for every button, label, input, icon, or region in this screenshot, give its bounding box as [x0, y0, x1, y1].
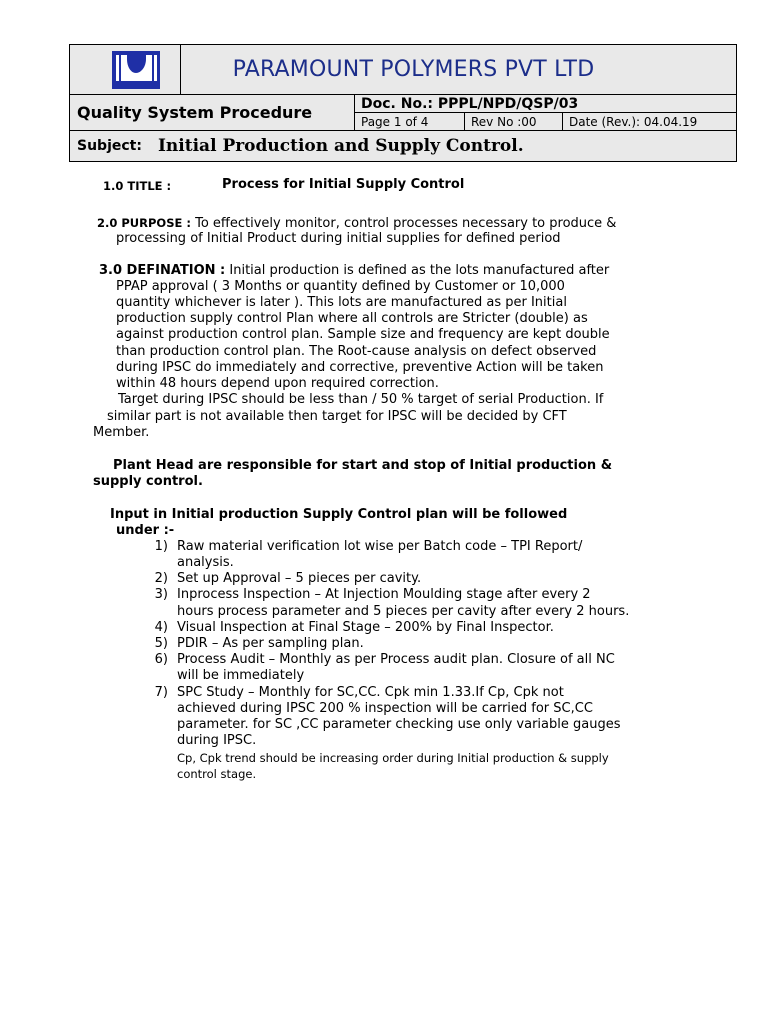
revision-number: Rev No :00: [465, 113, 563, 131]
plant-head-line-1: Plant Head are responsible for start and stop of Initial production &: [113, 458, 613, 473]
title-section: [103, 178, 171, 195]
title-text: Process for Initial Supply Control: [222, 177, 465, 192]
target-line-1: Target during IPSC should be less than / 50 % target of serial Production. If: [118, 392, 604, 407]
company-name: PARAMOUNT POLYMERS PVT LTD: [232, 57, 595, 82]
page-number: Page 1 of 4: [355, 113, 465, 131]
list-item-3-line-1: Inprocess Inspection – At Injection Moulding stage after every 2: [177, 587, 591, 602]
target-line-2: similar part is not available then target for IPSC will be decided by CFT: [107, 409, 567, 424]
definition-line-4: production supply control Plan where all controls are Stricter (double) as: [116, 311, 588, 326]
qsp-cell: [70, 95, 355, 131]
list-number: 5): [154, 636, 168, 651]
company-logo: [112, 51, 160, 89]
target-line-3: Member.: [93, 425, 150, 440]
procedure-title: Quality System Procedure: [77, 103, 313, 122]
list-item-6-line-2: will be immediately: [177, 668, 305, 683]
list-item-1-line-2: analysis.: [177, 555, 234, 570]
list-item-7-line-4: during IPSC.: [177, 733, 257, 748]
definition-line-6: than production control plan. The Root-cause analysis on defect observed: [116, 344, 597, 359]
subject-label: Subject:: [77, 138, 142, 154]
purpose-line-2: processing of Initial Product during initial supplies for defined period: [116, 231, 561, 246]
list-item-5-line-1: PDIR – As per sampling plan.: [177, 636, 364, 651]
list-number: 6): [154, 652, 168, 667]
title-label: 1.0 TITLE :: [103, 179, 172, 193]
company-cell: [181, 45, 736, 95]
note-line-2: control stage.: [177, 767, 257, 781]
input-heading-line-1: Input in Initial production Supply Control plan will be followed: [110, 507, 568, 522]
subject-text: Initial Production and Supply Control.: [157, 136, 524, 156]
input-heading-line-2: under :-: [116, 523, 175, 538]
definition-line-2: PPAP approval ( 3 Months or quantity defined by Customer or 10,000: [116, 279, 565, 294]
purpose-line-1: [97, 215, 616, 232]
logo-cell: [70, 45, 181, 95]
logo-icon: [112, 51, 160, 89]
list-number: 4): [154, 620, 168, 635]
doc-number: Doc. No.: PPPL/NPD/QSP/03: [361, 95, 579, 112]
list-item-1-line-1: Raw material verification lot wise per Batch code – TPI Report/: [177, 539, 583, 554]
doc-number-cell: [355, 95, 736, 113]
definition-line-7: during IPSC do immediately and corrective, preventive Action will be taken: [116, 360, 604, 375]
list-number: 1): [154, 539, 168, 554]
document-header: [69, 44, 737, 162]
definition-line-3: quantity whichever is later ). This lots are manufactured as per Initial: [116, 295, 567, 310]
list-item-3-line-2: hours process parameter and 5 pieces per cavity after every 2 hours.: [177, 604, 630, 619]
list-number: 7): [154, 685, 168, 700]
purpose-text-1: To effectively monitor, control processes necessary to produce &: [190, 216, 617, 231]
list-item-4-line-1: Visual Inspection at Final Stage – 200% by Final Inspector.: [177, 620, 554, 635]
revision-date: Date (Rev.): 04.04.19: [563, 113, 736, 131]
note-line-1: Cp, Cpk trend should be increasing order during Initial production & supply: [177, 751, 609, 765]
plant-head-line-2: supply control.: [93, 474, 203, 489]
list-item-6-line-1: Process Audit – Monthly as per Process audit plan. Closure of all NC: [177, 652, 615, 667]
list-item-7-line-3: parameter. for SC ,CC parameter checking use only variable gauges: [177, 717, 621, 732]
definition-text-1: Initial production is defined as the lots manufactured after: [225, 263, 610, 278]
definition-line-8: within 48 hours depend upon required correction.: [116, 376, 439, 391]
purpose-label: 2.0 PURPOSE :: [97, 216, 191, 230]
definition-line-1: [99, 263, 609, 279]
list-number: 2): [154, 571, 168, 586]
list-item-2-line-1: Set up Approval – 5 pieces per cavity.: [177, 571, 422, 586]
definition-label: 3.0 DEFINATION :: [99, 263, 226, 278]
definition-line-5: against production control plan. Sample size and frequency are kept double: [116, 327, 610, 342]
list-item-7-line-1: SPC Study – Monthly for SC,CC. Cpk min 1.33.If Cp, Cpk not: [177, 685, 564, 700]
list-number: 3): [154, 587, 168, 602]
subject-row: [70, 131, 736, 161]
list-item-7-line-2: achieved during IPSC 200 % inspection will be carried for SC,CC: [177, 701, 593, 716]
